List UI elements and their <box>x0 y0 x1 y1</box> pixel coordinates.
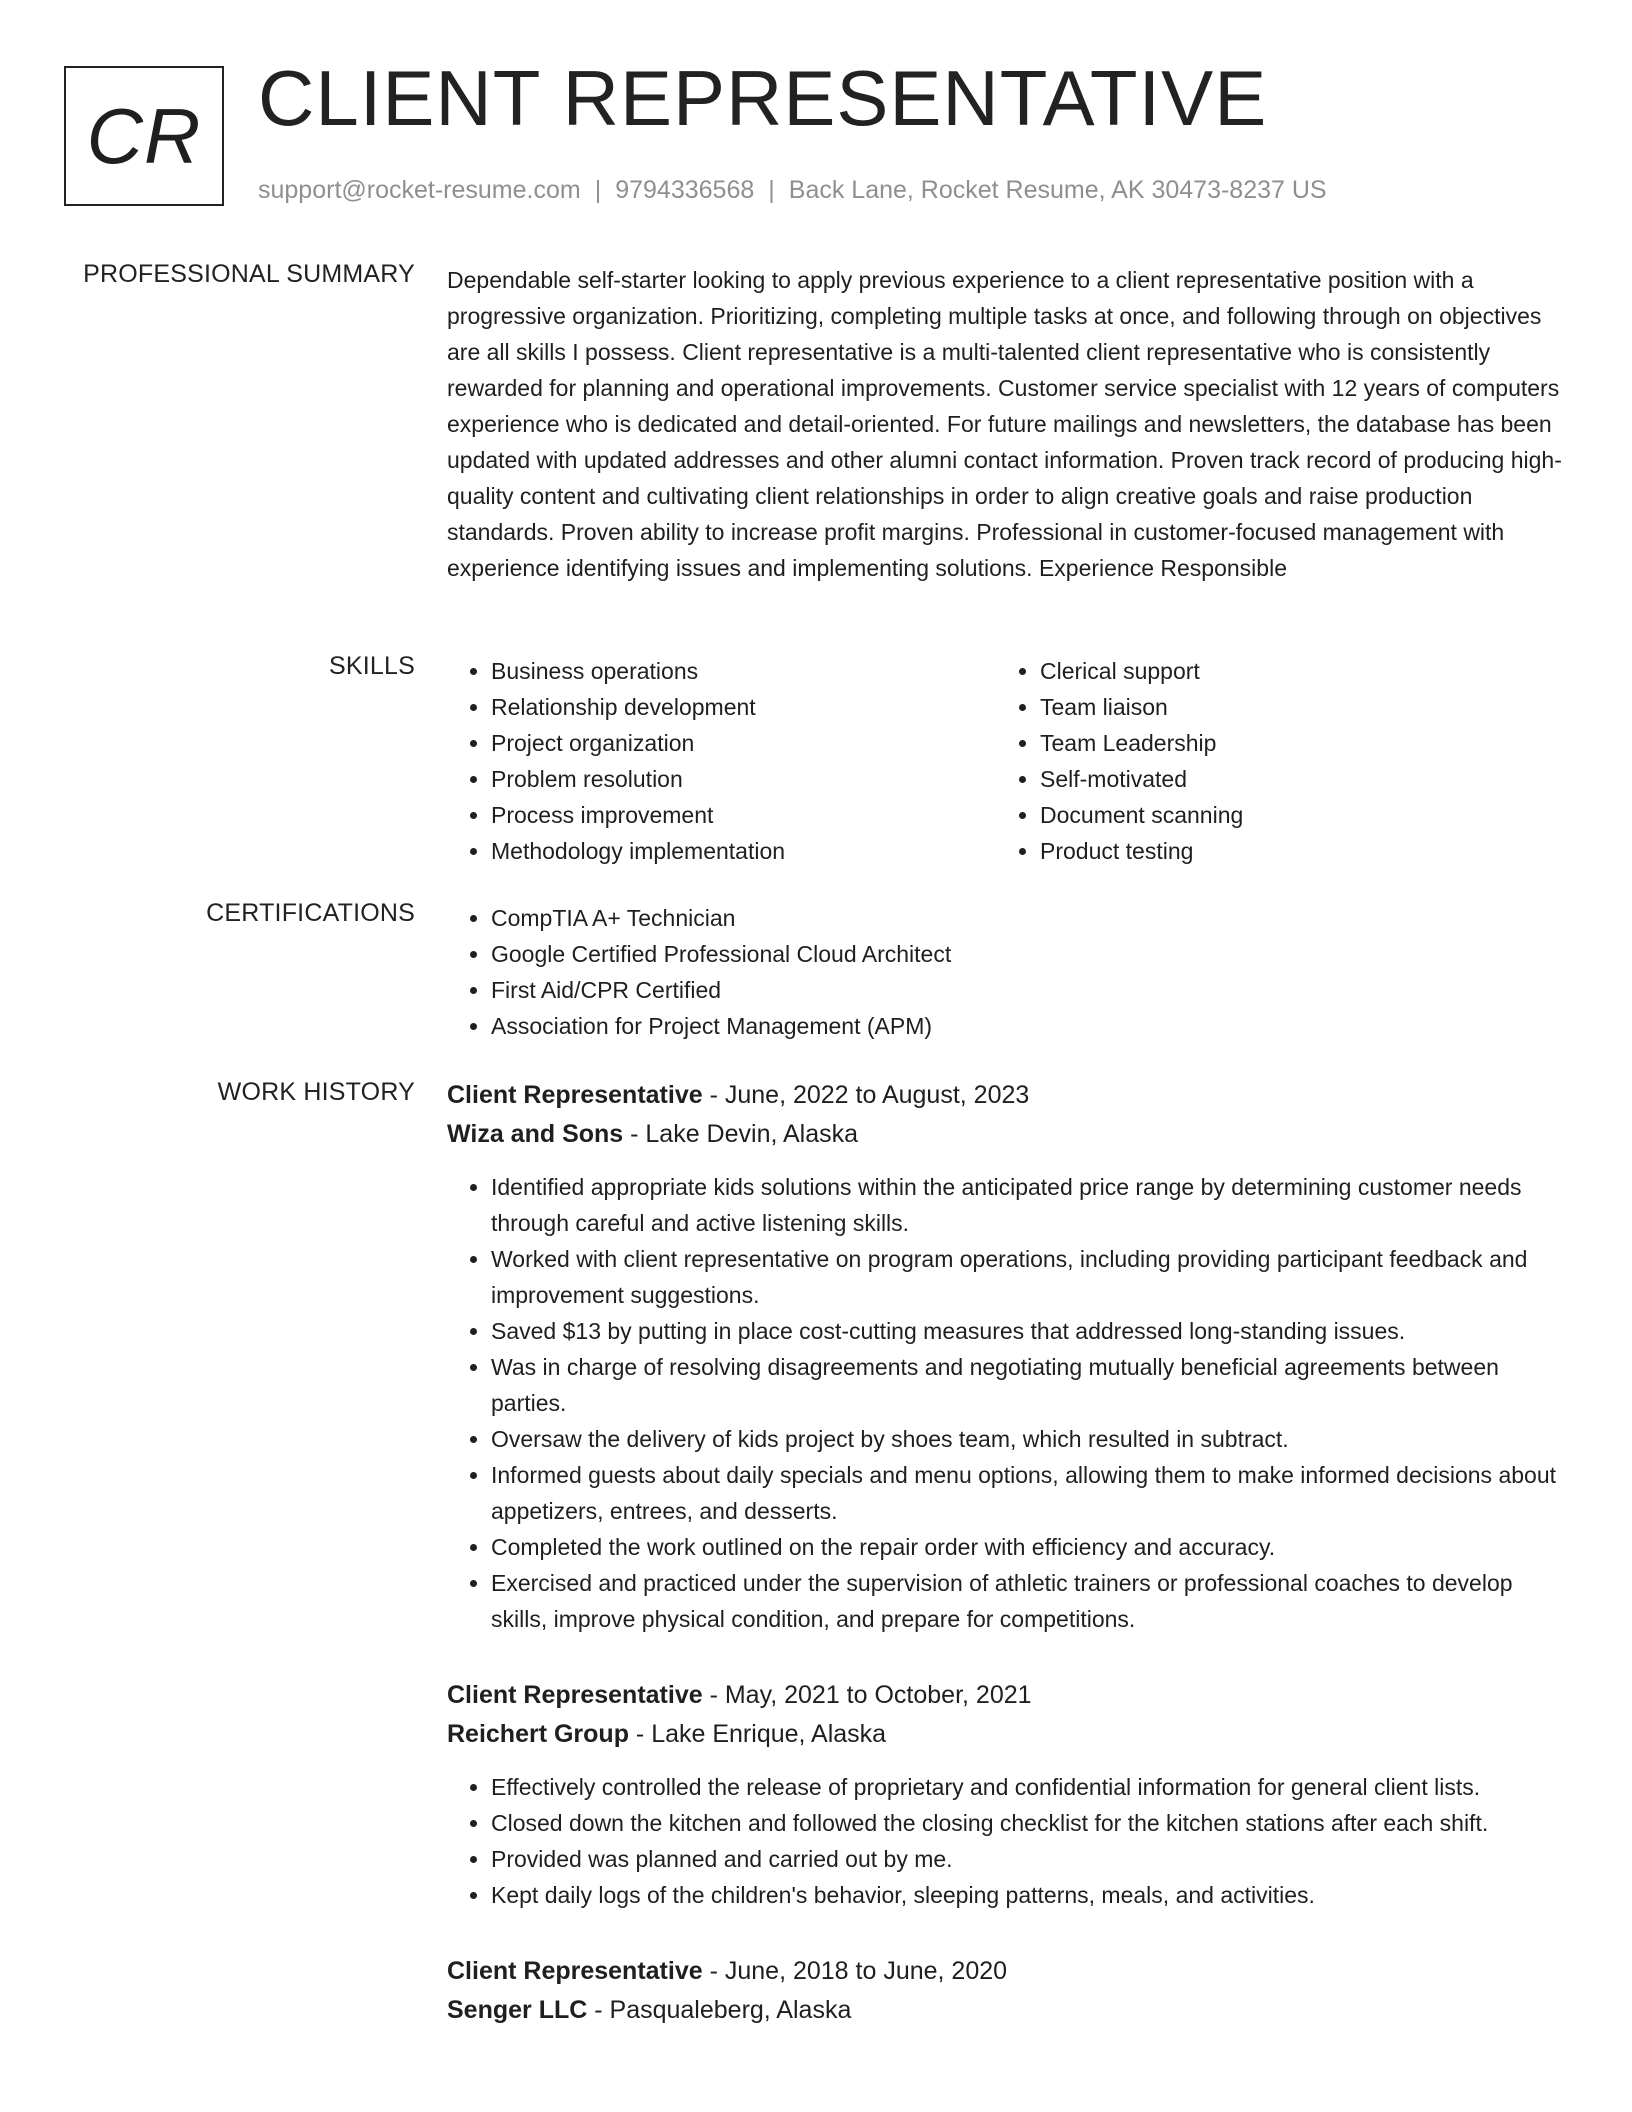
job-title: Client Representative <box>447 1681 703 1709</box>
skill-item: • Self-motivated <box>1040 761 1545 797</box>
skill-item: • Process improvement <box>491 797 996 833</box>
skills-label: SKILLS <box>329 652 415 680</box>
certification-item: • Association for Project Management (APM) <box>491 1008 1562 1044</box>
job-duty-item: • Saved $13 by putting in place cost-cutting measures that addressed long-standing issues. <box>491 1313 1562 1349</box>
summary-body <box>447 262 1562 586</box>
resume-title: CLIENT REPRESENTATIVE <box>258 54 1268 142</box>
job-duty-item: • Informed guests about daily specials and menu options, allowing them to make informed decisions about appetizers, entrees, and desserts. <box>491 1457 1562 1529</box>
job-dates: - May, 2021 to October, 2021 <box>702 1681 1032 1709</box>
job-title-line <box>447 1676 1562 1715</box>
skill-item: • Problem resolution <box>491 761 996 797</box>
skill-item: • Document scanning <box>1040 797 1545 833</box>
skill-item: • Relationship development <box>491 689 996 725</box>
job-dates: - June, 2022 to August, 2023 <box>702 1081 1030 1109</box>
certifications-label: CERTIFICATIONS <box>206 899 415 927</box>
job-location: - Pasqualeberg, Alaska <box>587 1996 852 2024</box>
job-location: - Lake Devin, Alaska <box>623 1120 859 1148</box>
certification-item: • Google Certified Professional Cloud Architect <box>491 936 1562 972</box>
contact-address: Back Lane, Rocket Resume, AK 30473-8237 US <box>788 176 1327 204</box>
job-company: Senger LLC <box>447 1996 588 2024</box>
contact-phone: 9794336568 <box>615 176 755 204</box>
job-entry <box>447 1076 1562 1637</box>
job-duty-item: • Kept daily logs of the children's behavior, sleeping patterns, meals, and activities. <box>491 1877 1562 1913</box>
skill-item: • Business operations <box>491 653 996 689</box>
job-company-line <box>447 1991 1562 2030</box>
job-entry <box>447 1952 1562 2030</box>
skills-body <box>447 653 1562 869</box>
monogram-text: CR <box>86 91 202 180</box>
job-company-line <box>447 1715 1562 1754</box>
skill-item: • Project organization <box>491 725 996 761</box>
job-company: Wiza and Sons <box>447 1120 624 1148</box>
job-duty-item: • Worked with client representative on program operations, including providing participant feedback and improvement suggestions. <box>491 1241 1562 1313</box>
job-company: Reichert Group <box>447 1720 629 1748</box>
skill-item: • Methodology implementation <box>491 833 996 869</box>
job-duty-item: • Exercised and practiced under the supervision of athletic trainers or professional coaches to develop skills, improve physical condition, and prepare for competitions. <box>491 1565 1562 1637</box>
job-title: Client Representative <box>447 1081 703 1109</box>
work-history-body <box>447 1076 1562 2030</box>
contact-email: support@rocket-resume.com <box>258 176 581 204</box>
certification-item: • CompTIA A+ Technician <box>491 900 1562 936</box>
job-title-line <box>447 1952 1562 1991</box>
contact-separator: | <box>768 176 775 204</box>
job-duty-item: • Effectively controlled the release of proprietary and confidential information for general client lists. <box>491 1769 1562 1805</box>
job-duty-item: • Oversaw the delivery of kids project by shoes team, which resulted in subtract. <box>491 1421 1562 1457</box>
job-duty-item: • Closed down the kitchen and followed the closing checklist for the kitchen stations after each shift. <box>491 1805 1562 1841</box>
certification-item: • First Aid/CPR Certified <box>491 972 1562 1008</box>
contact-line <box>258 176 1327 205</box>
job-duty-item: • Was in charge of resolving disagreements and negotiating mutually beneficial agreements between parties. <box>491 1349 1562 1421</box>
job-title-line <box>447 1076 1562 1115</box>
skill-item: • Product testing <box>1040 833 1545 869</box>
job-duty-item: • Completed the work outlined on the repair order with efficiency and accuracy. <box>491 1529 1562 1565</box>
skills-column-right <box>996 653 1545 869</box>
job-duties-list <box>447 1169 1562 1637</box>
job-dates: - June, 2018 to June, 2020 <box>702 1957 1008 1985</box>
job-duty-item: • Identified appropriate kids solutions within the anticipated price range by determining customer needs through careful and active listening skills. <box>491 1169 1562 1241</box>
job-entry <box>447 1676 1562 1913</box>
monogram-box <box>64 66 224 206</box>
certifications-body <box>447 900 1562 1044</box>
work-history-label: WORK HISTORY <box>217 1078 415 1106</box>
job-company-line <box>447 1115 1562 1154</box>
skill-item: • Team liaison <box>1040 689 1545 725</box>
skills-column-left <box>447 653 996 869</box>
job-title: Client Representative <box>447 1957 703 1985</box>
skill-item: • Team Leadership <box>1040 725 1545 761</box>
job-location: - Lake Enrique, Alaska <box>628 1720 887 1748</box>
skill-item: • Clerical support <box>1040 653 1545 689</box>
contact-separator: | <box>594 176 602 204</box>
summary-text: Dependable self-starter looking to apply previous experience to a client representative position with a progressive organization. Prioritizing, completing multiple tasks at once, and following through on objectives are all skills I possess. Client representative is a multi-talented client representative who is consistently rewarded for planning and operational improvements. Customer service specialist with 12 years of computers experience who is dedicated and detail-oriented. For future mailings and newsletters, the database has been updated with updated addresses and other alumni contact information. Proven track record of producing high-quality content and cultivating client relationships in order to align creative goals and raise production standards. Proven ability to increase profit margins. Professional in customer-focused management with experience identifying issues and implementing solutions. Experience Responsible <box>447 267 1562 581</box>
summary-label: PROFESSIONAL SUMMARY <box>83 260 415 288</box>
job-duties-list <box>447 1769 1562 1913</box>
job-duty-item: • Provided was planned and carried out by me. <box>491 1841 1562 1877</box>
